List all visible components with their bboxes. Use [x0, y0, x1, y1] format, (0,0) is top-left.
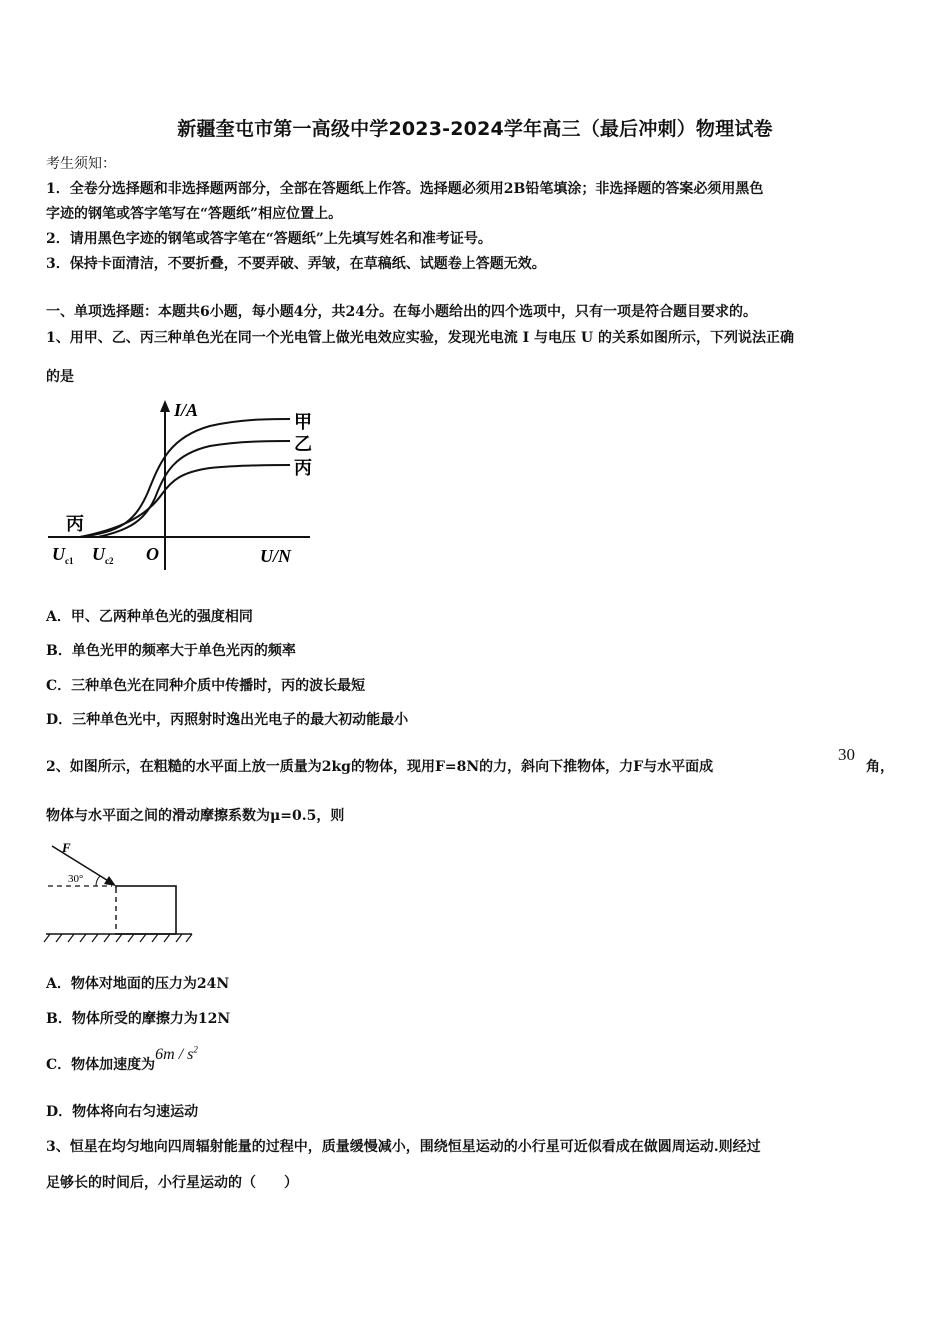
- notice-item-1-line-1: 1．全卷分选择题和非选择题两部分，全部在答题纸上作答。选择题必须用2B铅笔填涂；非选择题的答案必须用黑色: [46, 181, 764, 197]
- question-2-stem-line-1: 2、如图所示，在粗糙的水平面上放一质量为2kg的物体，现用F=8N的力，斜向下推物体，力F与水平面成: [46, 759, 714, 775]
- question-2-stem-line-2: 物体与水平面之间的滑动摩擦系数为μ=0.5，则: [46, 808, 345, 824]
- label-jia: 甲: [294, 412, 312, 432]
- question-1-stem-line-1: 1、用甲、乙、丙三种单色光在同一个光电管上做光电效应实验，发现光电流 I 与电压 U 的关系如图所示，下列说法正确: [46, 330, 794, 346]
- notice-item-2: 2．请用黑色字迹的钢笔或答字笔在“答题纸”上先填写姓名和准考证号。: [46, 231, 492, 247]
- label-yi: 乙: [294, 434, 312, 454]
- notice-heading: 考生须知：: [46, 156, 116, 172]
- question-3-stem-line-1: 3、恒星在均匀地向四周辐射能量的过程中，质量缓慢减小，围绕恒星运动的小行星可近似看成在做圆周运动.则经过: [46, 1139, 761, 1155]
- q2-option-d[interactable]: D．物体将向右匀速运动: [46, 1104, 199, 1120]
- q1-option-a[interactable]: A．甲、乙两种单色光的强度相同: [46, 609, 253, 625]
- q2-option-c-text: C．物体加速度为: [46, 1057, 156, 1073]
- curve-jia: [80, 419, 290, 537]
- label-uc2: $U_{c2}$: [92, 544, 114, 566]
- notice-item-1-line-2: 字迹的钢笔或答字笔写在“答题纸”相应位置上。: [46, 206, 343, 222]
- q1-option-d[interactable]: D．三种单色光中，丙照射时逸出光电子的最大初动能最小: [46, 712, 409, 728]
- angle-label: 30°: [68, 873, 84, 885]
- q2-option-c[interactable]: [46, 1044, 198, 1074]
- ground-hatching: [44, 934, 192, 942]
- force-label: F: [62, 840, 71, 855]
- force-arrowhead-icon: [104, 876, 116, 886]
- angle-arc: [96, 876, 100, 886]
- label-bing-left: 丙: [66, 514, 84, 534]
- page-title: 新疆奎屯市第一高级中学2023-2024学年高三（最后冲刺）物理试卷: [177, 118, 773, 140]
- q1-option-b[interactable]: B．单色光甲的频率大于单色光丙的频率: [46, 643, 296, 659]
- block: [116, 886, 176, 934]
- label-origin: O: [146, 544, 159, 564]
- question-1-stem-line-2: 的是: [46, 369, 74, 385]
- q2-option-b[interactable]: B．物体所受的摩擦力为12N: [46, 1011, 231, 1027]
- q2-option-a[interactable]: A．物体对地面的压力为24N: [46, 976, 230, 992]
- question-2-angle-value: 30: [838, 745, 855, 764]
- y-axis-arrow-icon: [160, 400, 170, 412]
- question-1-iu-graph: [40, 392, 340, 582]
- y-axis-label: I/A: [174, 400, 199, 420]
- q1-option-c[interactable]: C．三种单色光在同种介质中传播时，丙的波长最短: [46, 678, 366, 694]
- question-2-block-figure: [40, 838, 210, 948]
- question-3-stem-line-2: 足够长的时间后，小行星运动的（ ）: [46, 1175, 298, 1191]
- label-bing-right: 丙: [294, 458, 312, 478]
- section-1-heading: 一、单项选择题：本题共6小题，每小题4分，共24分。在每小题给出的四个选项中，只有一项是符合题目要求的。: [46, 304, 757, 320]
- q2-option-c-acceleration: $6m / s^2$: [155, 1044, 198, 1063]
- question-2-stem-line-1-end: 角，: [866, 759, 894, 775]
- label-uc1: $U_{c1}$: [52, 544, 74, 566]
- notice-item-3: 3．保持卡面清洁，不要折叠，不要弄破、弄皱，在草稿纸、试题卷上答题无效。: [46, 256, 546, 272]
- x-axis-label: U/N: [260, 546, 291, 566]
- curve-bing: [80, 465, 290, 537]
